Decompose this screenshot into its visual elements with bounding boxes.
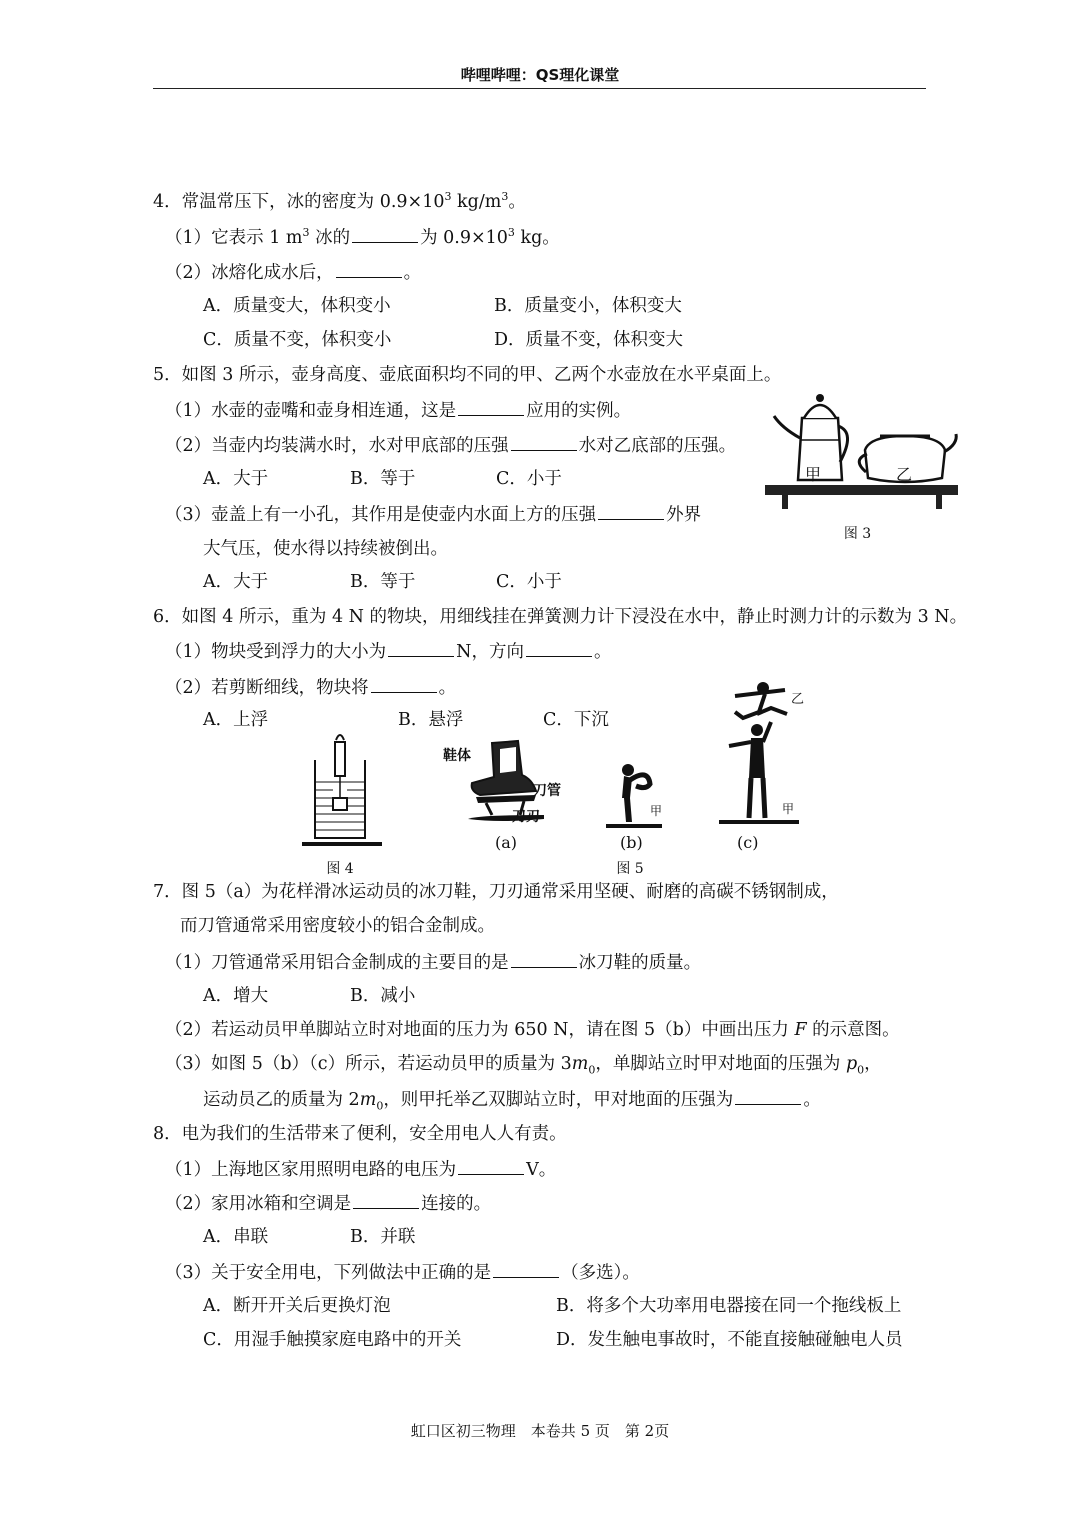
q5-part2: （2）当壶内均装满水时，水对甲底部的压强 水对乙底部的压强。 [165, 433, 736, 458]
q5-part3-cont: 大气压，使水得以持续被倒出。 [203, 539, 448, 559]
answer-blank[interactable] [493, 1260, 559, 1278]
answer-blank[interactable] [526, 639, 592, 657]
page-footer: 虹口区初三物理 本卷共 5 页 第 2页 [410, 1422, 670, 1440]
q5-p2-option-b: B．等于 [350, 469, 416, 489]
figure-5a-label: (a) [495, 833, 518, 852]
q8-option-c: C．用湿手触摸家庭电路中的开关 [203, 1330, 462, 1350]
q4-option-d: D．质量不变，体积变大 [494, 330, 684, 350]
q5-p3-option-a: A．大于 [203, 572, 269, 592]
q7-part3-cont: 运动员乙的质量为 $2m_0$，则甲托举乙双脚站立时，甲对地面的压强为 。 [203, 1087, 821, 1112]
skate-tube-label: 刀管 [533, 783, 561, 799]
q5-p3-option-c: C．小于 [496, 572, 562, 592]
q5-stem: 5．如图 3 所示，壶身高度、壶底面积均不同的甲、乙两个水壶放在水平桌面上。 [153, 365, 782, 385]
q6-stem: 6．如图 4 所示，重为 4 N 的物块，用细线挂在弹簧测力计下浸没在水中，静止时测力计的示数为 3 N。 [153, 607, 968, 627]
answer-blank[interactable] [458, 398, 524, 416]
q4-stem: 4．常温常压下，冰的密度为 $0.9\times 10^3$ $kg/m^3$。 [153, 190, 526, 212]
figure-4-beaker [300, 730, 385, 850]
header-rule [153, 88, 926, 89]
q4-option-c: C．质量不变，体积变小 [203, 330, 392, 350]
answer-blank[interactable] [352, 225, 418, 243]
q8-stem: 8．电为我们的生活带来了便利，安全用电人人有责。 [153, 1124, 567, 1144]
q4-option-b: B．质量变小，体积变大 [494, 296, 682, 316]
q5-p3-option-b: B．等于 [350, 572, 416, 592]
q7-part3: （3）如图 5（b）（c）所示，若运动员甲的质量为 $3m_0$，单脚站立时甲对地面的压强为 $p_0$， [165, 1054, 882, 1077]
page-header: 哔哩哔哩：QS理化课堂 [460, 66, 620, 84]
figure-5b-skater [600, 760, 670, 830]
answer-blank[interactable] [598, 502, 664, 520]
kettle-jia-label: 甲 [805, 465, 822, 484]
answer-blank[interactable] [353, 1191, 419, 1209]
q8-p2-option-b: B．并联 [350, 1227, 416, 1247]
figure-3-caption: 图 3 [843, 526, 872, 542]
answer-blank[interactable] [371, 675, 437, 693]
q6-part2: （2）若剪断细线，物块将 。 [165, 675, 456, 700]
figure-5-caption: 图 5 [616, 861, 644, 877]
answer-blank[interactable] [511, 950, 577, 968]
q8-option-d: D．发生触电事故时，不能直接触碰触电人员 [556, 1330, 903, 1350]
skate-body-label: 鞋体 [443, 748, 471, 764]
q7-stem-line2: 而刀管通常采用密度较小的铝合金制成。 [180, 916, 495, 936]
q4-part1: （1）它表示 1 $m^3$ 冰的 为 $0.9\times 10^3$ kg。 [165, 226, 560, 248]
q4-option-a: A．质量变大，体积变小 [203, 296, 391, 316]
q5-p2-option-c: C．小于 [496, 469, 562, 489]
q6-option-a: A．上浮 [203, 710, 269, 730]
q6-part1: （1）物块受到浮力的大小为 N，方向 。 [165, 639, 611, 664]
q8-option-a: A．断开开关后更换灯泡 [203, 1296, 391, 1316]
q5-part1: （1）水壶的壶嘴和壶身相连通，这是 应用的实例。 [165, 398, 631, 423]
answer-blank[interactable] [388, 639, 454, 657]
kettle-yi-label: 乙 [896, 465, 913, 484]
q5-p2-option-a: A．大于 [203, 469, 269, 489]
q7-option-a: A．增大 [203, 986, 269, 1006]
skate-blade-label: 刀刃 [512, 809, 540, 825]
q6-option-c: C．下沉 [543, 710, 609, 730]
figure-5b-label: (b) [620, 833, 643, 852]
figure-3-kettles [760, 388, 965, 518]
answer-blank[interactable] [735, 1087, 801, 1105]
q5-part3: （3）壶盖上有一小孔，其作用是使壶内水面上方的压强 外界 [165, 502, 701, 527]
q7-part2: （2）若运动员甲单脚站立时对地面的压力为 650 N，请在图 5（b）中画出压力 F 的示意图。 [165, 1020, 900, 1040]
figure-5c-jia-label: 甲 [782, 802, 795, 816]
figure-5c-yi-label: 乙 [791, 692, 805, 707]
q7-stem-line1: 7．图 5（a）为花样滑冰运动员的冰刀鞋，刀刃通常采用坚硬、耐磨的高碳不锈钢制成， [153, 882, 839, 902]
figure-4-caption: 图 4 [326, 861, 354, 877]
figure-5c-label: (c) [737, 833, 759, 852]
q8-option-b: B．将多个大功率用电器接在同一个拖线板上 [556, 1296, 902, 1316]
q6-option-b: B．悬浮 [398, 710, 464, 730]
q8-part3: （3）关于安全用电，下列做法中正确的是 （多选）。 [165, 1260, 640, 1285]
q7-part1: （1）刀管通常采用铝合金制成的主要目的是 冰刀鞋的质量。 [165, 950, 701, 975]
q4-part2: （2）冰熔化成水后， 。 [165, 260, 421, 285]
q7-option-b: B．减小 [350, 986, 416, 1006]
answer-blank[interactable] [336, 260, 402, 278]
q8-part2: （2）家用冰箱和空调是 连接的。 [165, 1191, 491, 1216]
q8-part1: （1）上海地区家用照明电路的电压为 V。 [165, 1157, 556, 1182]
figure-5b-jia-label: 甲 [650, 804, 663, 818]
answer-blank[interactable] [458, 1157, 524, 1175]
q8-p2-option-a: A．串联 [203, 1227, 269, 1247]
answer-blank[interactable] [511, 433, 577, 451]
